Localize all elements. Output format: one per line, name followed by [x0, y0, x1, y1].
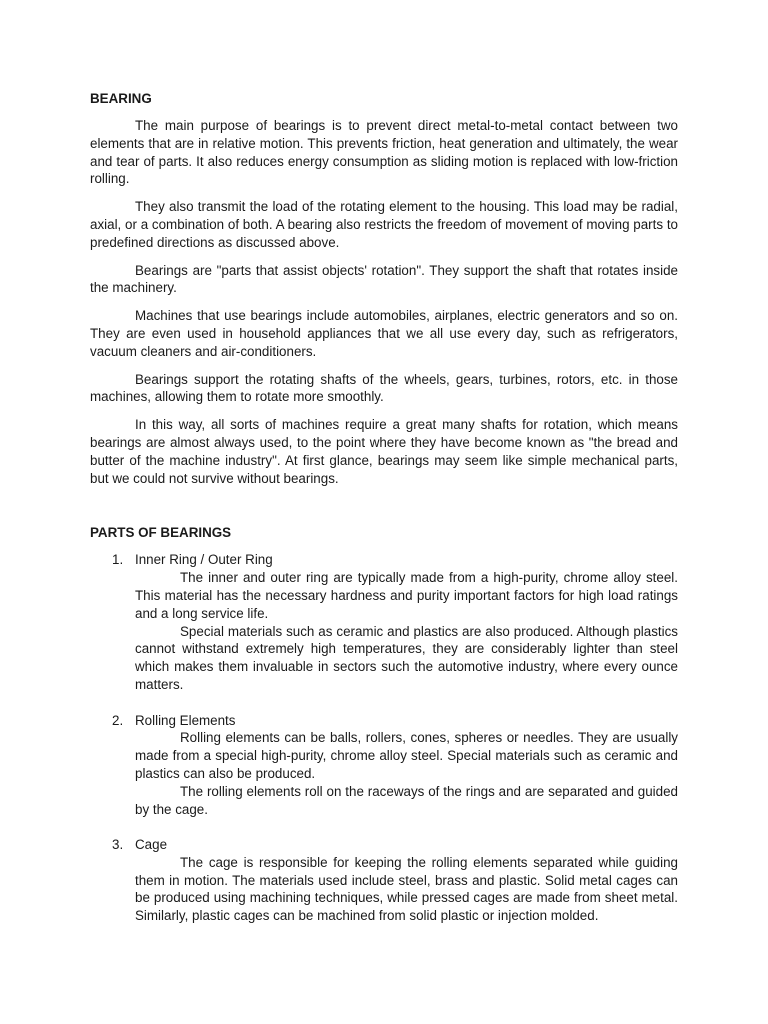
bearing-paragraph: Machines that use bearings include automobiles, airplanes, electric generators and so on. They are even used in household appliances that we all use every day, such as refrigerators, vacuum cleaners and air-conditioners.: [90, 308, 678, 359]
list-item-rolling-elements: [90, 712, 678, 819]
list-item-paragraph: The cage is responsible for keeping the rolling elements separated while guiding them in motion. The materials used include steel, brass and plastic. Solid metal cages can be produced using machining techniques, while pressed cages are made from sheet metal. Similarly, plastic cages can be machined from solid plastic or injection molded.: [135, 854, 678, 924]
document-page: [90, 90, 678, 925]
section-heading-parts: PARTS OF BEARINGS: [90, 525, 232, 541]
list-item-title: Rolling Elements: [135, 712, 236, 728]
list-number: 1.: [112, 552, 124, 568]
bearing-paragraph: They also transmit the load of the rotating element to the housing. This load may be radial, axial, or a combination of both. A bearing also restricts the freedom of movement of moving parts to predefined directions as discussed above.: [90, 199, 678, 250]
bearing-paragraph: The main purpose of bearings is to prevent direct metal-to-metal contact between two elements that are in relative motion. This prevents friction, heat generation and ultimately, the wear and tear of parts. It also reduces energy consumption as sliding motion is replaced with low-friction rolling.: [90, 118, 678, 187]
list-number: 3.: [112, 837, 124, 853]
list-item-inner-outer-ring: [90, 551, 678, 693]
list-item-title: Cage: [135, 837, 168, 853]
list-item-title: Inner Ring / Outer Ring: [135, 552, 273, 568]
list-item-paragraph: Special materials such as ceramic and plastics are also produced. Although plastics cannot withstand extremely high temperatures, they are considerably lighter than steel which makes them invaluable in sectors such the automotive industry, where every ounce matters.: [135, 623, 678, 692]
list-item-paragraph: The rolling elements roll on the raceways of the rings and are separated and guided by the cage.: [135, 783, 678, 817]
bearing-paragraph: Bearings are "parts that assist objects' rotation". They support the shaft that rotates inside the machinery.: [90, 262, 678, 296]
list-number: 2.: [112, 712, 124, 728]
list-item-paragraph: Rolling elements can be balls, rollers, cones, spheres or needles. They are usually made from a special high-purity, chrome alloy steel. Special materials such as ceramic and plastics can also be produced.: [135, 730, 678, 781]
list-item-paragraph: The inner and outer ring are typically made from a high-purity, chrome alloy steel. This material has the necessary hardness and purity important factors for high load ratings and a long service life.: [135, 570, 678, 621]
parts-list: [90, 551, 678, 925]
bearing-paragraph: Bearings support the rotating shafts of the wheels, gears, turbines, rotors, etc. in those machines, allowing them to rotate more smoothly.: [90, 371, 678, 405]
bearing-paragraph: In this way, all sorts of machines require a great many shafts for rotation, which means bearings are almost always used, to the point where they have become known as "the bread and butter of the machine industry". At first glance, bearings may seem like simple mechanical parts, but we could not survive without bearings.: [90, 417, 678, 486]
section-heading-bearing: BEARING: [90, 91, 152, 106]
list-item-cage: [90, 836, 678, 925]
